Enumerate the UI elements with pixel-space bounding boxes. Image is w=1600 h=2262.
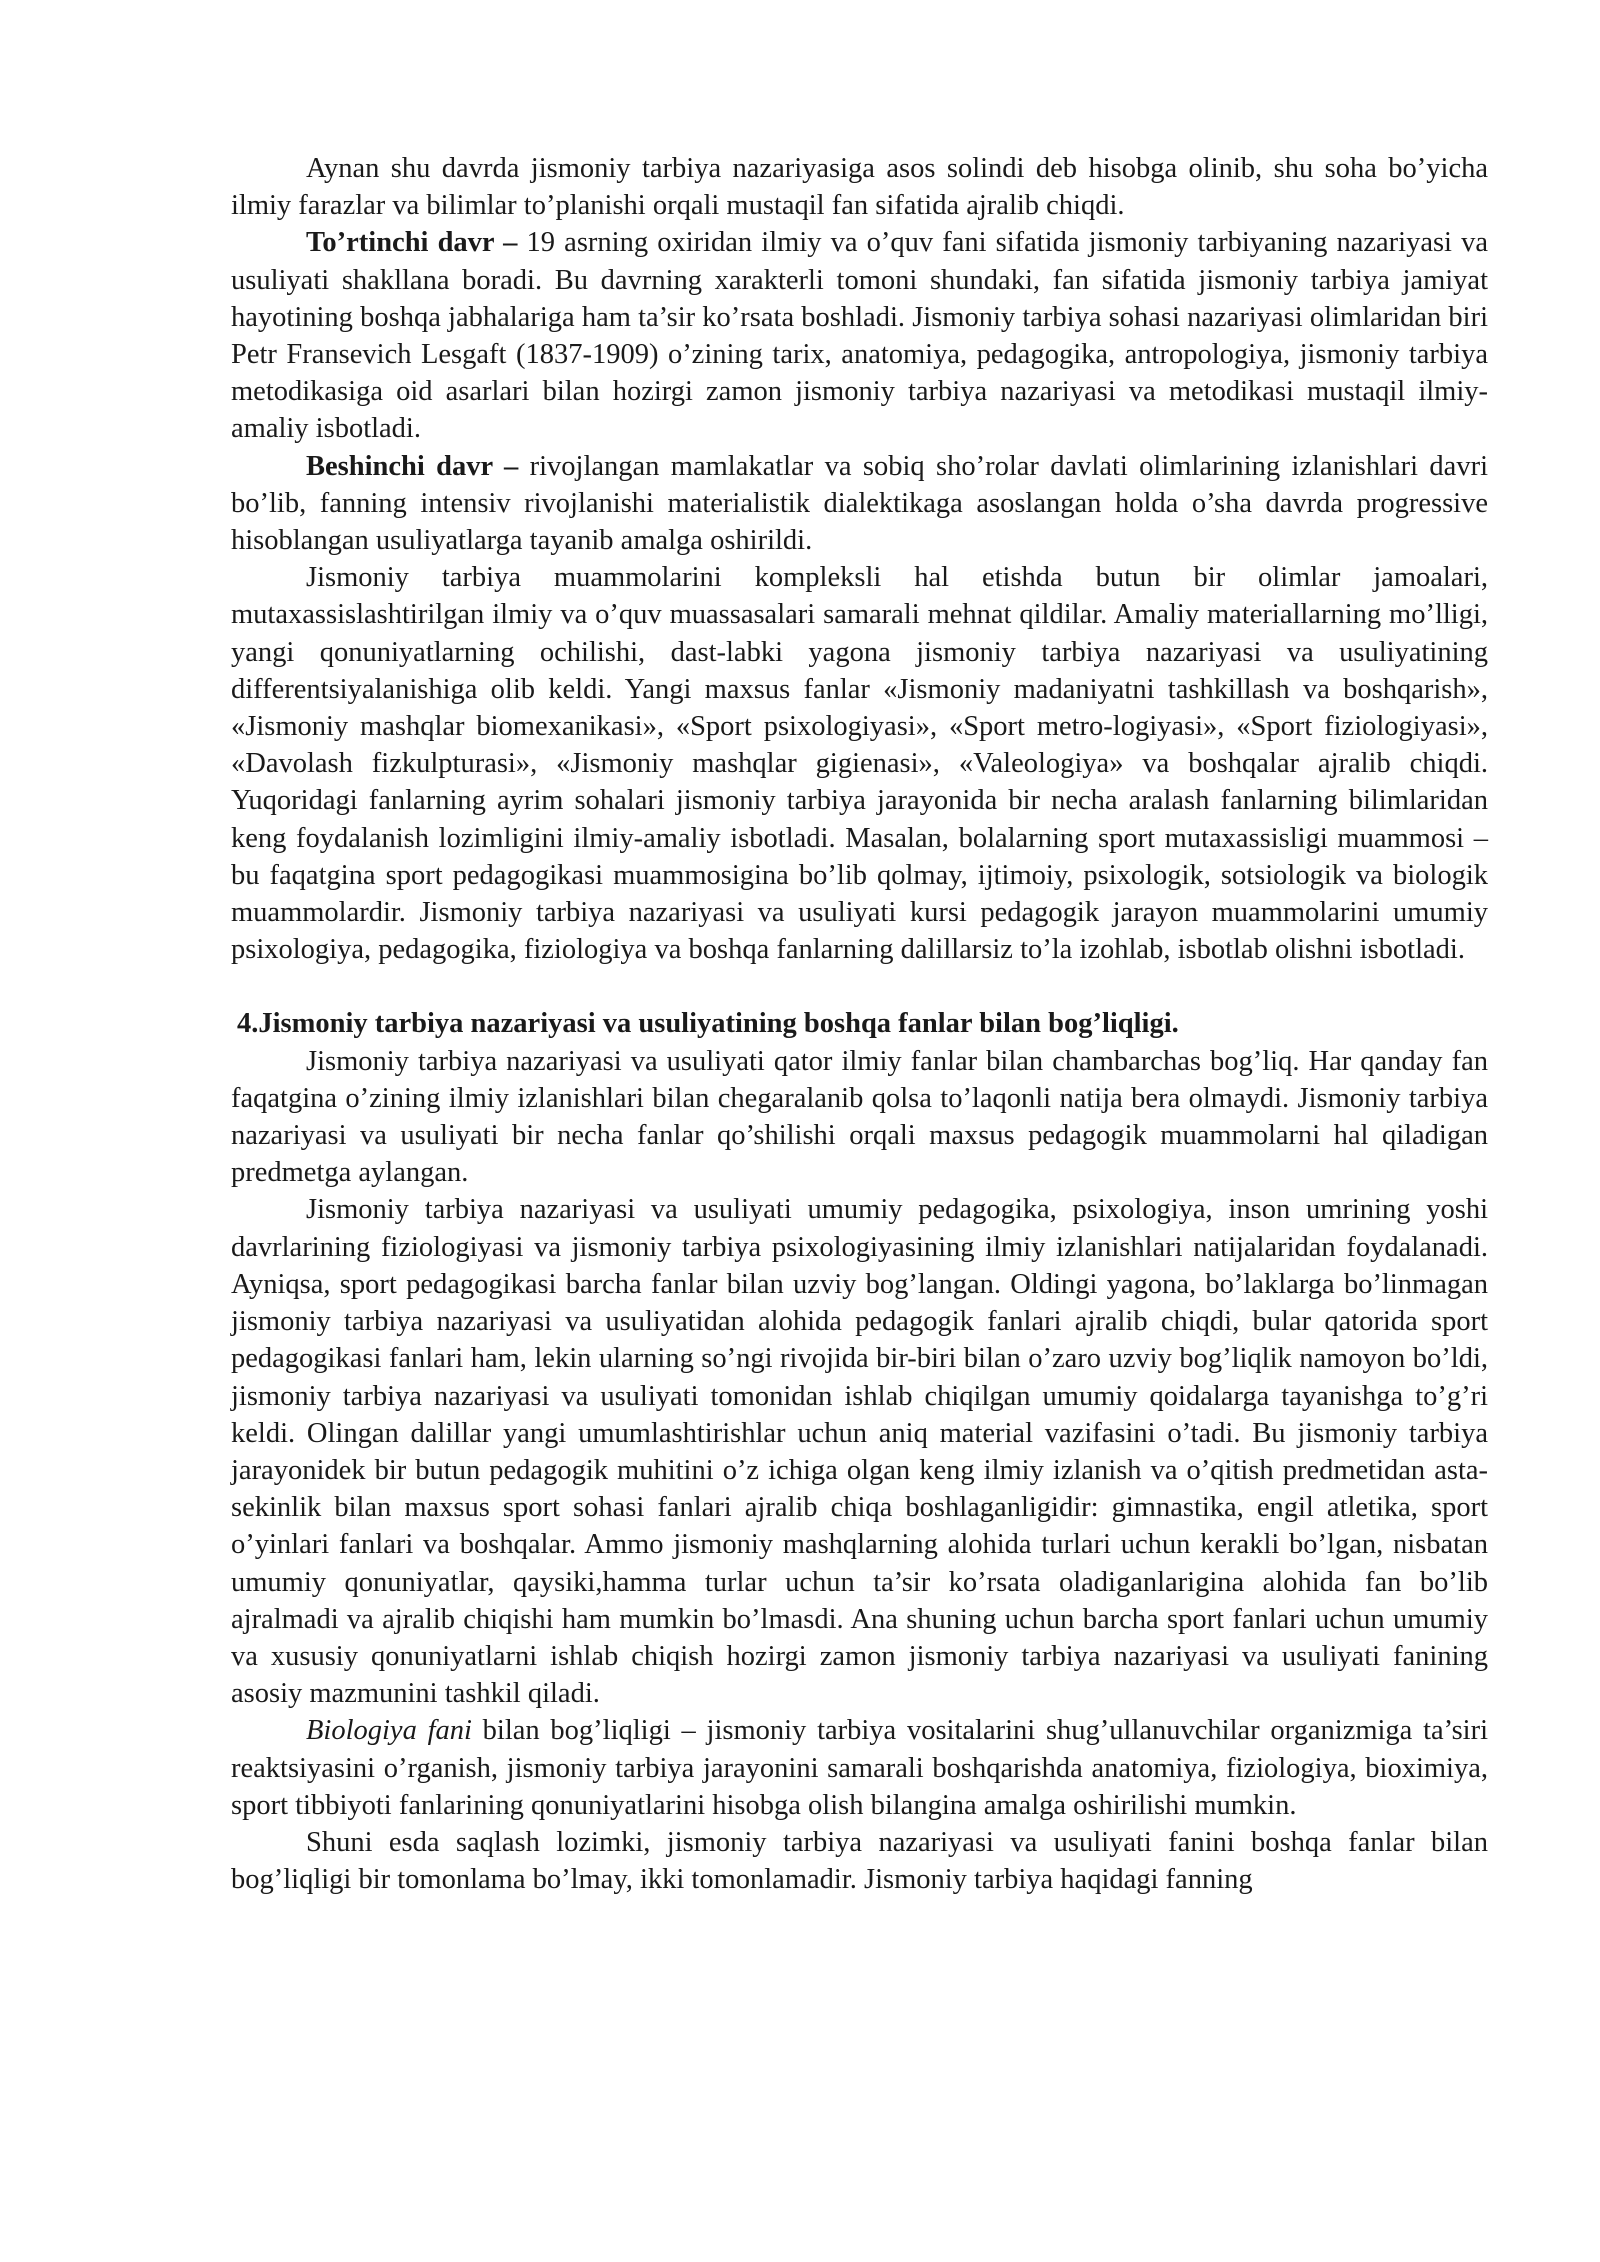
fourth-period-term: To’rtinchi davr – — [306, 227, 518, 259]
paragraph-complex-problems — [231, 559, 1488, 968]
paragraph-text: rivojlangan mamlakatlar va sobiq sho’rolar davlati olimlarining izlanishlari davri bo’lib, fanning intensiv rivojlanishi materialistik dialektikaga asoslangan holda o’sha davrda progressive hisoblangan usuliyatlarga tayanib amalga oshirildi. — [231, 450, 1488, 557]
section-spacer — [231, 968, 1488, 1005]
paragraph-text: 19 asrning oxiridan ilmiy va o’quv fani sifatida jismoniy tarbiyaning nazariyasi va usuliyati shakllana boradi. Bu davrning xarakterli tomoni shundaki, fan sifatida jismoniy tarbiya jamiyat hayotining boshqa jabhalariga ham ta’sir ko’rsata boshladi. Jismoniy tarbiya sohasi nazariyasi olimlaridan biri Petr Fransevich Lesgaft (1837-1909) o’zining tarix, anatomiya, pedagogika, antropologiya, jismoniy tarbiya metodikasiga oid asarlari bilan hozirgi zamon jismoniy tarbiya nazariyasi va metodikasi mustaqil ilmiy-amaliy isbotladi. — [231, 227, 1488, 445]
document-page — [231, 150, 1488, 1898]
paragraph-fourth-period — [231, 224, 1488, 447]
fifth-period-term: Beshinchi davr – — [306, 450, 519, 482]
paragraph-text: bilan bog’liqligi – jismoniy tarbiya vositalarini shug’ullanuvchilar organizmiga ta’siri reaktsiyasini o’rganish, jismoniy tarbiya jarayonini samarali boshqarishda anatomiya, fiziologiya, bioximiya, sport tibbiyoti fanlarining qonuniyatlarini hisobga olish bilangina amalga oshirilishi mumkin. — [231, 1715, 1488, 1821]
paragraph-two-way-link — [231, 1824, 1488, 1898]
paragraph-text: Aynan shu davrda jismoniy tarbiya nazariyasiga asos solindi deb hisobga olinib, shu soha bo’yicha ilmiy farazlar va bilimlar to’planishi orqali mustaqil fan sifatida ajralib chiqdi. — [231, 153, 1488, 222]
section-heading: 4.Jismoniy tarbiya nazariyasi va usuliyatining boshqa fanlar bilan bog’liqligi. — [237, 1008, 1179, 1040]
paragraph-origin-of-theory — [231, 150, 1488, 224]
paragraph-fifth-period — [231, 448, 1488, 560]
paragraph-text: Jismoniy tarbiya muammolarini kompleksli hal etishda butun bir olimlar jamoalari, mutaxassislashtirilgan ilmiy va o’quv muassasalari samarali mehnat qildilar. Amaliy materiallarning mo’lligi, yangi qonuniyatlarning ochilishi, dast-labki yagona jismoniy tarbiya nazariyasi va usuliyatining differentsiyalanishiga olib keldi. Yangi maxsus fanlar «Jismoniy madaniyatni tashkillash va boshqarish», «Jismoniy mashqlar biomexanikasi», «Sport psixologiyasi», «Sport metro-logiyasi», «Sport fiziologiyasi», «Davolash fizkulpturasi», «Jismoniy mashqlar gigienasi», «Valeologiya» va boshqalar ajralib chiqdi. Yuqoridagi fanlarning ayrim sohalari jismoniy tarbiya jarayonida bir necha aralash fanlarning bilimlaridan keng foydalanish lozimligini ilmiy-amaliy isbotladi. Masalan, bolalarning sport mutaxassisligi muammosi – bu faqatgina sport pedagogikasi muammosigina bo’lib qolmay, ijtimoiy, psixologik, sotsiologik va biologik muammolardir. Jismoniy tarbiya nazariyasi va usuliyati kursi pedagogik jarayon muammolarini umumiy psixologiya, pedagogika, fiziologiya va boshqa fanlarning dalillarsiz to’la izohlab, isbotlab olishni isbotladi. — [231, 562, 1488, 966]
biology-term: Biologiya fani — [306, 1715, 472, 1747]
paragraph-interdisciplinary-links — [231, 1043, 1488, 1192]
paragraph-text: Jismoniy tarbiya nazariyasi va usuliyati qator ilmiy fanlar bilan chambarchas bog’liq. Har qanday fan faqatgina o’zining ilmiy izlanishlari bilan chegaralanib qolsa to’laqonli natija bera olmaydi. Jismoniy tarbiya nazariyasi va usuliyati bir necha fanlar qo’shilishi orqali maxsus pedagogik muammolarni hal qiladigan predmetga aylangan. — [231, 1045, 1488, 1189]
paragraph-pedagogy-psychology — [231, 1191, 1488, 1712]
paragraph-text: Shuni esda saqlash lozimki, jismoniy tarbiya nazariyasi va usuliyati fanini boshqa fanlar bilan bog’liqligi bir tomonlama bo’lmay, ikki tomonlamadir. Jismoniy tarbiya haqidagi fanning — [231, 1826, 1488, 1896]
paragraph-text: Jismoniy tarbiya nazariyasi va usuliyati umumiy pedagogika, psixologiya, inson umrining yoshi davrlarining fiziologiyasi va jismoniy tarbiya psixologiyasining ilmiy izlanishlari natijalaridan foydalanadi. Ayniqsa, sport pedagogikasi barcha fanlar bilan uzviy bog’langan. Oldingi yagona, bo’laklarga bo’linmagan jismoniy tarbiya nazariyasi va usuliyatidan alohida pedagogik fanlari ajralib chiqdi, bular qatorida sport pedagogikasi fanlari ham, lekin ularning so’ngi rivojida bir-biri bilan o’zaro uzviy bog’liqlik namoyon bo’ldi, jismoniy tarbiya nazariyasi va usuliyati tomonidan ishlab chiqilgan umumiy qoidalarga tayanishga to’g’ri keldi. Olingan dalillar yangi umumlashtirishlar uchun aniq material vazifasini o’tadi. Bu jismoniy tarbiya jarayonidek bir butun pedagogik muhitini o’z ichiga olgan keng ilmiy izlanish va o’qitish predmetidan asta-sekinlik bilan maxsus sport sohasi fanlari ajralib chiqa boshlaganligidir: gimnastika, engil atletika, sport o’yinlari fanlari va boshqalar. Ammo jismoniy mashqlarning alohida turlari uchun kerakli bo’lgan, nisbatan umumiy qonuniyatlar, qaysiki,hamma turlar uchun ta’sir ko’rsata oladiganlarigina alohida fan bo’lib ajralmadi va ajralib chiqishi ham mumkin bo’lmasdi. Ana shuning uchun barcha sport fanlari uchun umumiy va xususiy qonuniyatlarni ishlab chiqish hozirgi zamon jismoniy tarbiya nazariyasi va usuliyati fanining asosiy mazmunini tashkil qiladi. — [231, 1194, 1488, 1710]
paragraph-biology-link — [231, 1712, 1488, 1824]
